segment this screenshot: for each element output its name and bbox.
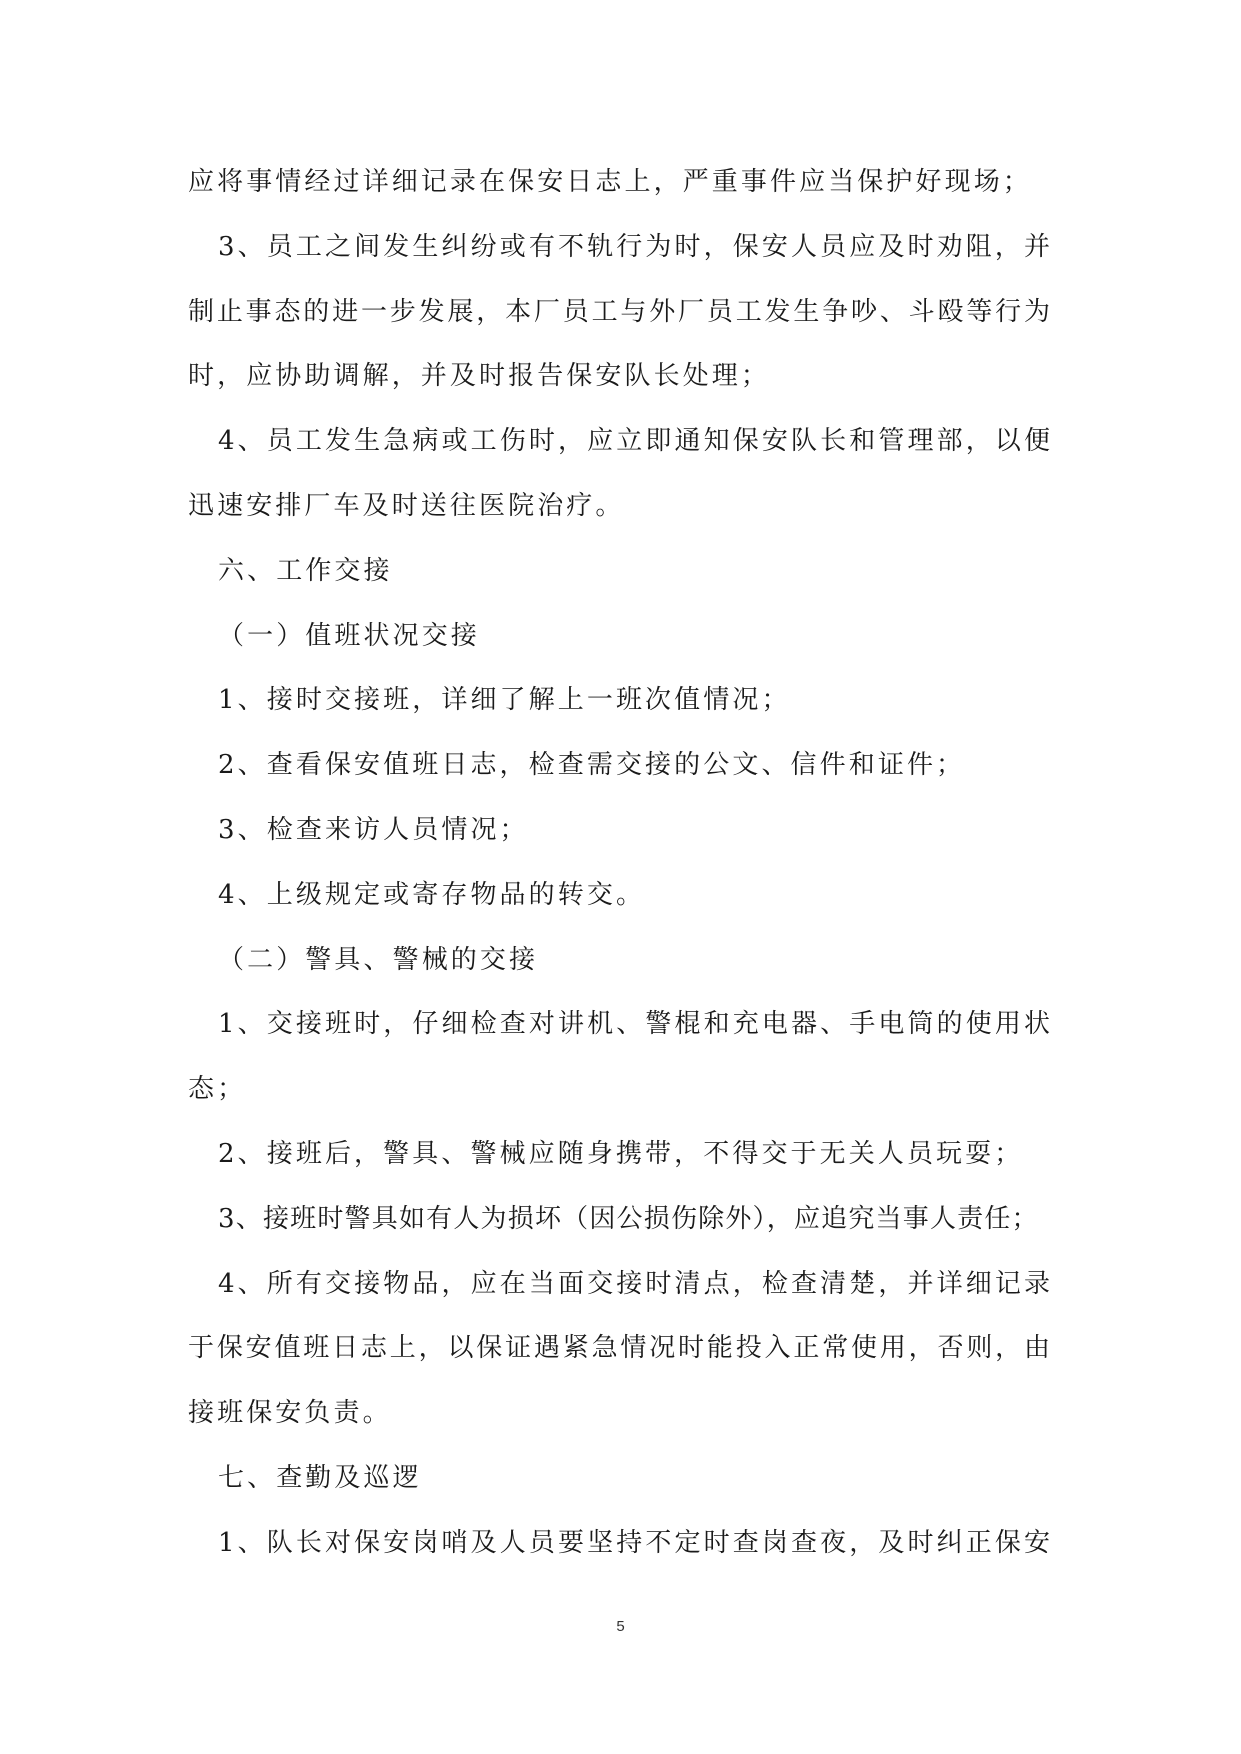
paragraph-line: 接班保安负责。	[188, 1398, 392, 1429]
section-heading: 六、工作交接	[218, 555, 393, 586]
paragraph-line: 应将事情经过详细记录在保安日志上，严重事件应当保护好现场；	[188, 167, 1032, 197]
section-heading: 七、查勤及巡逻	[218, 1462, 422, 1493]
paragraph-line: 4、所有交接物品，应在当面交接时清点，检查清楚，并详细记录	[218, 1268, 1050, 1299]
paragraph-line: 3、检查来访人员情况；	[218, 814, 529, 845]
paragraph-line: 制止事态的进一步发展，本厂员工与外厂员工发生争吵、斗殴等行为	[188, 296, 1050, 327]
paragraph-line: 4、上级规定或寄存物品的转交。	[218, 879, 646, 910]
paragraph-line: 1、队长对保安岗哨及人员要坚持不定时查岗查夜，及时纠正保安	[218, 1527, 1050, 1558]
paragraph-line: 迅速安排厂车及时送往医院治疗。	[188, 490, 625, 521]
paragraph-line: 2、查看保安值班日志，检查需交接的公文、信件和证件；	[218, 750, 966, 781]
paragraph-line: 态；	[188, 1074, 247, 1105]
paragraph-line: 1、交接班时，仔细检查对讲机、警棍和充电器、手电筒的使用状	[218, 1009, 1050, 1040]
paragraph-line: 3、接班时警具如有人为损坏（因公损伤除外），应追究当事人责任；	[218, 1203, 1039, 1234]
subsection-heading: （二）警具、警械的交接	[218, 944, 539, 975]
paragraph-line: 3、员工之间发生纠纷或有不轨行为时，保安人员应及时劝阻，并	[218, 231, 1050, 262]
page-number: 5	[616, 1618, 625, 1635]
paragraph-line: 2、接班后，警具、警械应随身携带，不得交于无关人员玩耍；	[218, 1138, 1024, 1169]
paragraph-line: 4、员工发生急病或工伤时，应立即通知保安队长和管理部，以便	[218, 426, 1050, 457]
body-text	[188, 162, 1050, 1588]
paragraph-line: 于保安值班日志上，以保证遇紧急情况时能投入正常使用，否则，由	[188, 1333, 1050, 1364]
subsection-heading: （一）值班状况交接	[218, 620, 480, 651]
paragraph-line: 时，应协助调解，并及时报告保安队长处理；	[188, 361, 771, 392]
paragraph-line: 1、接时交接班，详细了解上一班次值情况；	[218, 685, 791, 716]
